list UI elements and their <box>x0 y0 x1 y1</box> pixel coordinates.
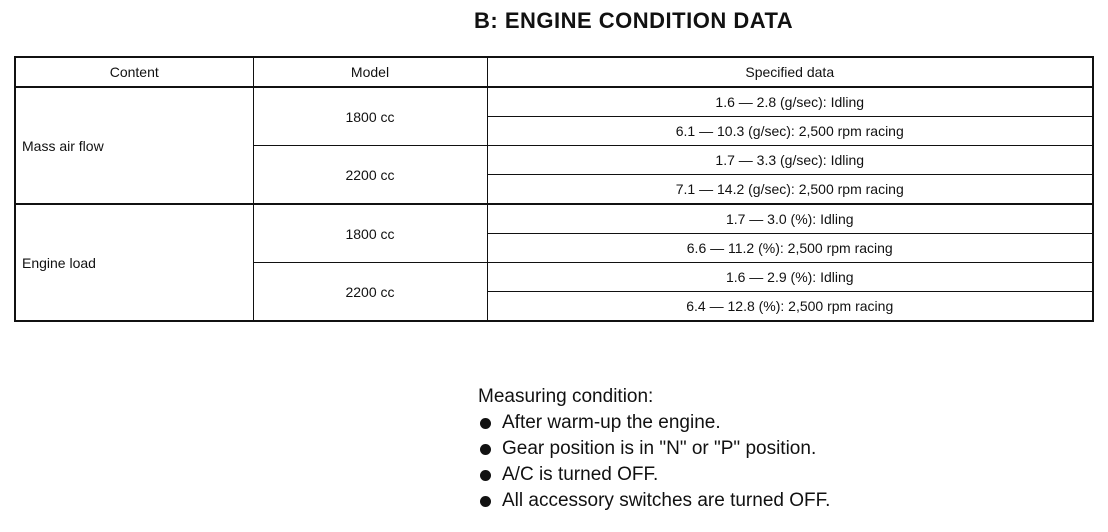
list-item-text: All accessory switches are turned OFF. <box>502 490 831 511</box>
bullet-icon <box>480 496 491 507</box>
model-cell: 1800 cc <box>253 87 487 146</box>
specified-data-cell: 1.7 — 3.0 (%): Idling <box>487 204 1093 234</box>
specified-data-cell: 6.6 — 11.2 (%): 2,500 rpm racing <box>487 234 1093 263</box>
list-item <box>478 436 830 462</box>
table-group-mass-air-flow <box>15 87 1093 204</box>
model-cell: 2200 cc <box>253 263 487 322</box>
bullet-icon <box>480 418 491 429</box>
table-row <box>15 204 1093 234</box>
header-specified-data: Specified data <box>487 57 1093 87</box>
list-item-text: After warm-up the engine. <box>502 412 721 433</box>
model-cell: 1800 cc <box>253 204 487 263</box>
bullet-icon <box>480 470 491 481</box>
specified-data-cell: 7.1 — 14.2 (g/sec): 2,500 rpm racing <box>487 175 1093 205</box>
measuring-condition-heading: Measuring condition: <box>478 386 654 407</box>
list-item-text: Gear position is in "N" or "P" position. <box>502 438 817 459</box>
list-item <box>478 410 830 436</box>
engine-condition-table <box>14 56 1094 322</box>
bullet-icon <box>480 444 491 455</box>
page-title: B: ENGINE CONDITION DATA <box>474 8 794 33</box>
table-header-row <box>15 57 1093 87</box>
list-item-text: A/C is turned OFF. <box>502 464 659 485</box>
measuring-condition <box>478 384 830 514</box>
header-content: Content <box>15 57 253 87</box>
specified-data-cell: 1.6 — 2.8 (g/sec): Idling <box>487 87 1093 117</box>
table-row <box>15 87 1093 117</box>
list-item <box>478 462 830 488</box>
specified-data-cell: 6.4 — 12.8 (%): 2,500 rpm racing <box>487 292 1093 322</box>
measuring-condition-list <box>478 410 830 514</box>
list-item <box>478 488 830 514</box>
header-model: Model <box>253 57 487 87</box>
specified-data-cell: 1.7 — 3.3 (g/sec): Idling <box>487 146 1093 175</box>
table-group-engine-load <box>15 204 1093 321</box>
content-cell: Mass air flow <box>15 87 253 204</box>
content-cell: Engine load <box>15 204 253 321</box>
specified-data-cell: 6.1 — 10.3 (g/sec): 2,500 rpm racing <box>487 117 1093 146</box>
specified-data-cell: 1.6 — 2.9 (%): Idling <box>487 263 1093 292</box>
model-cell: 2200 cc <box>253 146 487 205</box>
